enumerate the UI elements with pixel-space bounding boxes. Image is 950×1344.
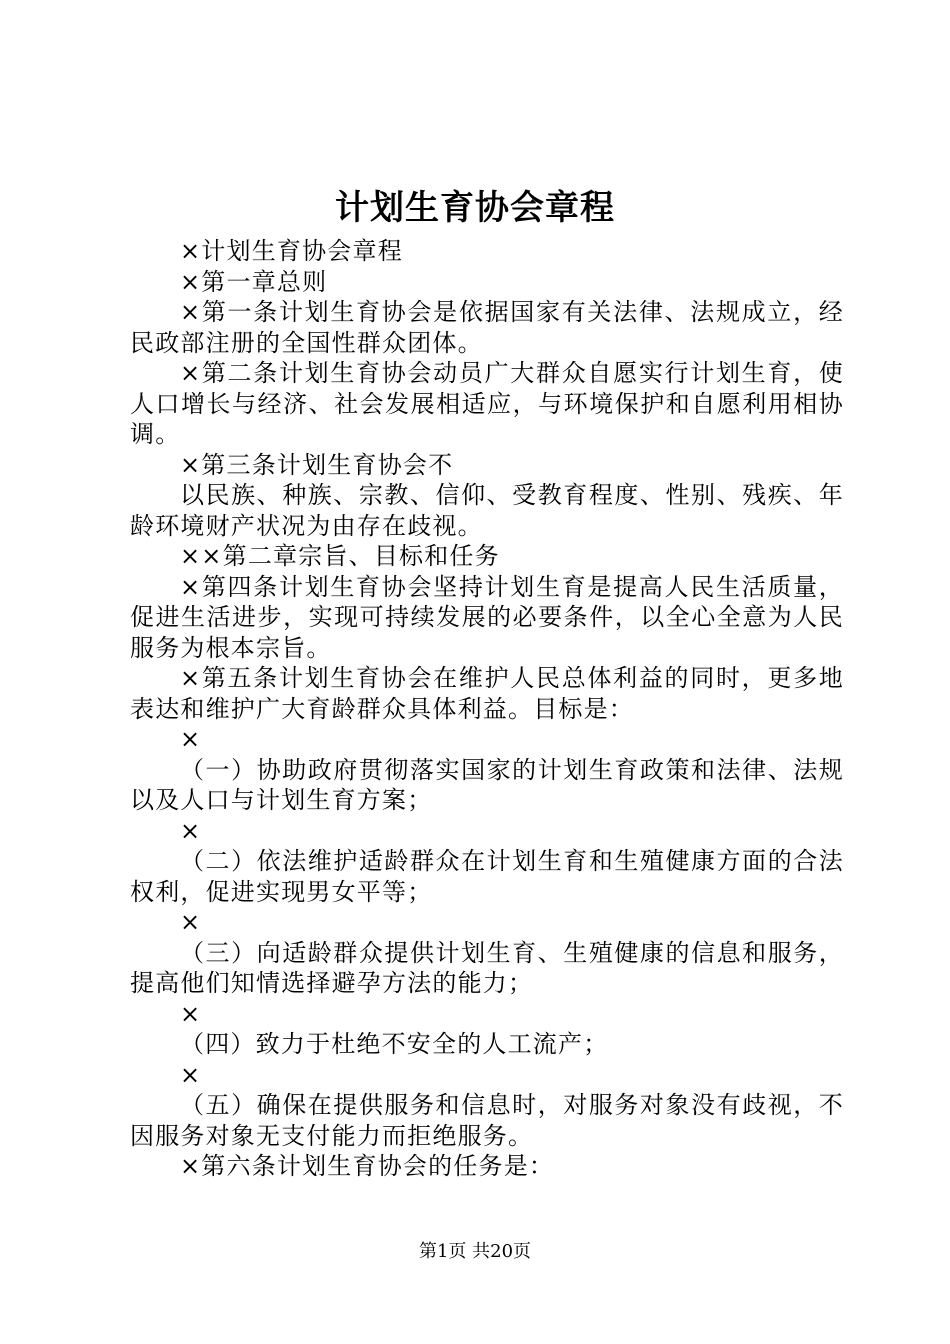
paragraph: （四）致力于杜绝不安全的人工流产； xyxy=(180,1030,609,1058)
paragraph: ××第二章宗旨、目标和任务 xyxy=(180,542,500,570)
paragraph: ×计划生育协会章程 xyxy=(180,237,403,265)
paragraph: × xyxy=(180,816,202,845)
document-title: 计划生育协会章程 xyxy=(335,188,615,228)
paragraph: × xyxy=(180,908,202,936)
paragraph: ×第二条计划生育协会动员广大群众自愿实行计划生育，使人口增长与经济、社会发展相适应，与环境保护和自愿利用相协调。 xyxy=(130,359,844,448)
paragraph: × xyxy=(180,1060,202,1089)
paragraph: ×第六条计划生育协会的任务是： xyxy=(180,1152,555,1180)
paragraph: ×第一条计划生育协会是依据国家有关法律、法规成立，经民政部注册的全国性群众团体。 xyxy=(130,298,844,357)
paragraph: ×第四条计划生育协会坚持计划生育是提高人民生活质量，促进生活进步，实现可持续发展的必要条件，以全心全意为人民服务为根本宗旨。 xyxy=(130,572,844,662)
page-number-footer: 第1页 共20页 xyxy=(418,1241,532,1262)
paragraph: （一）协助政府贯彻落实国家的计划生育政策和法律、法规以及人口与计划生育方案； xyxy=(130,755,844,814)
paragraph: （五）确保在提供服务和信息时，对服务对象没有歧视，不因服务对象无支付能力而拒绝服务。 xyxy=(130,1091,844,1150)
document-body xyxy=(130,236,844,1182)
paragraph: × xyxy=(180,725,202,753)
paragraph: ×第三条计划生育协会不 xyxy=(180,450,454,479)
paragraph: （二）依法维护适龄群众在计划生育和生殖健康方面的合法权利，促进实现男女平等； xyxy=(130,847,844,906)
paragraph: × xyxy=(180,999,202,1028)
paragraph: （三）向适龄群众提供计划生育、生殖健康的信息和服务，提高他们知情选择避孕方法的能力； xyxy=(130,938,844,997)
paragraph: ×第五条计划生育协会在维护人民总体利益的同时，更多地表达和维护广大育龄群众具体利益。目标是： xyxy=(130,664,844,723)
paragraph: ×第一章总则 xyxy=(180,267,328,296)
paragraph: 以民族、种族、宗教、信仰、受教育程度、性别、残疾、年龄环境财产状况为由存在歧视。 xyxy=(130,481,844,540)
